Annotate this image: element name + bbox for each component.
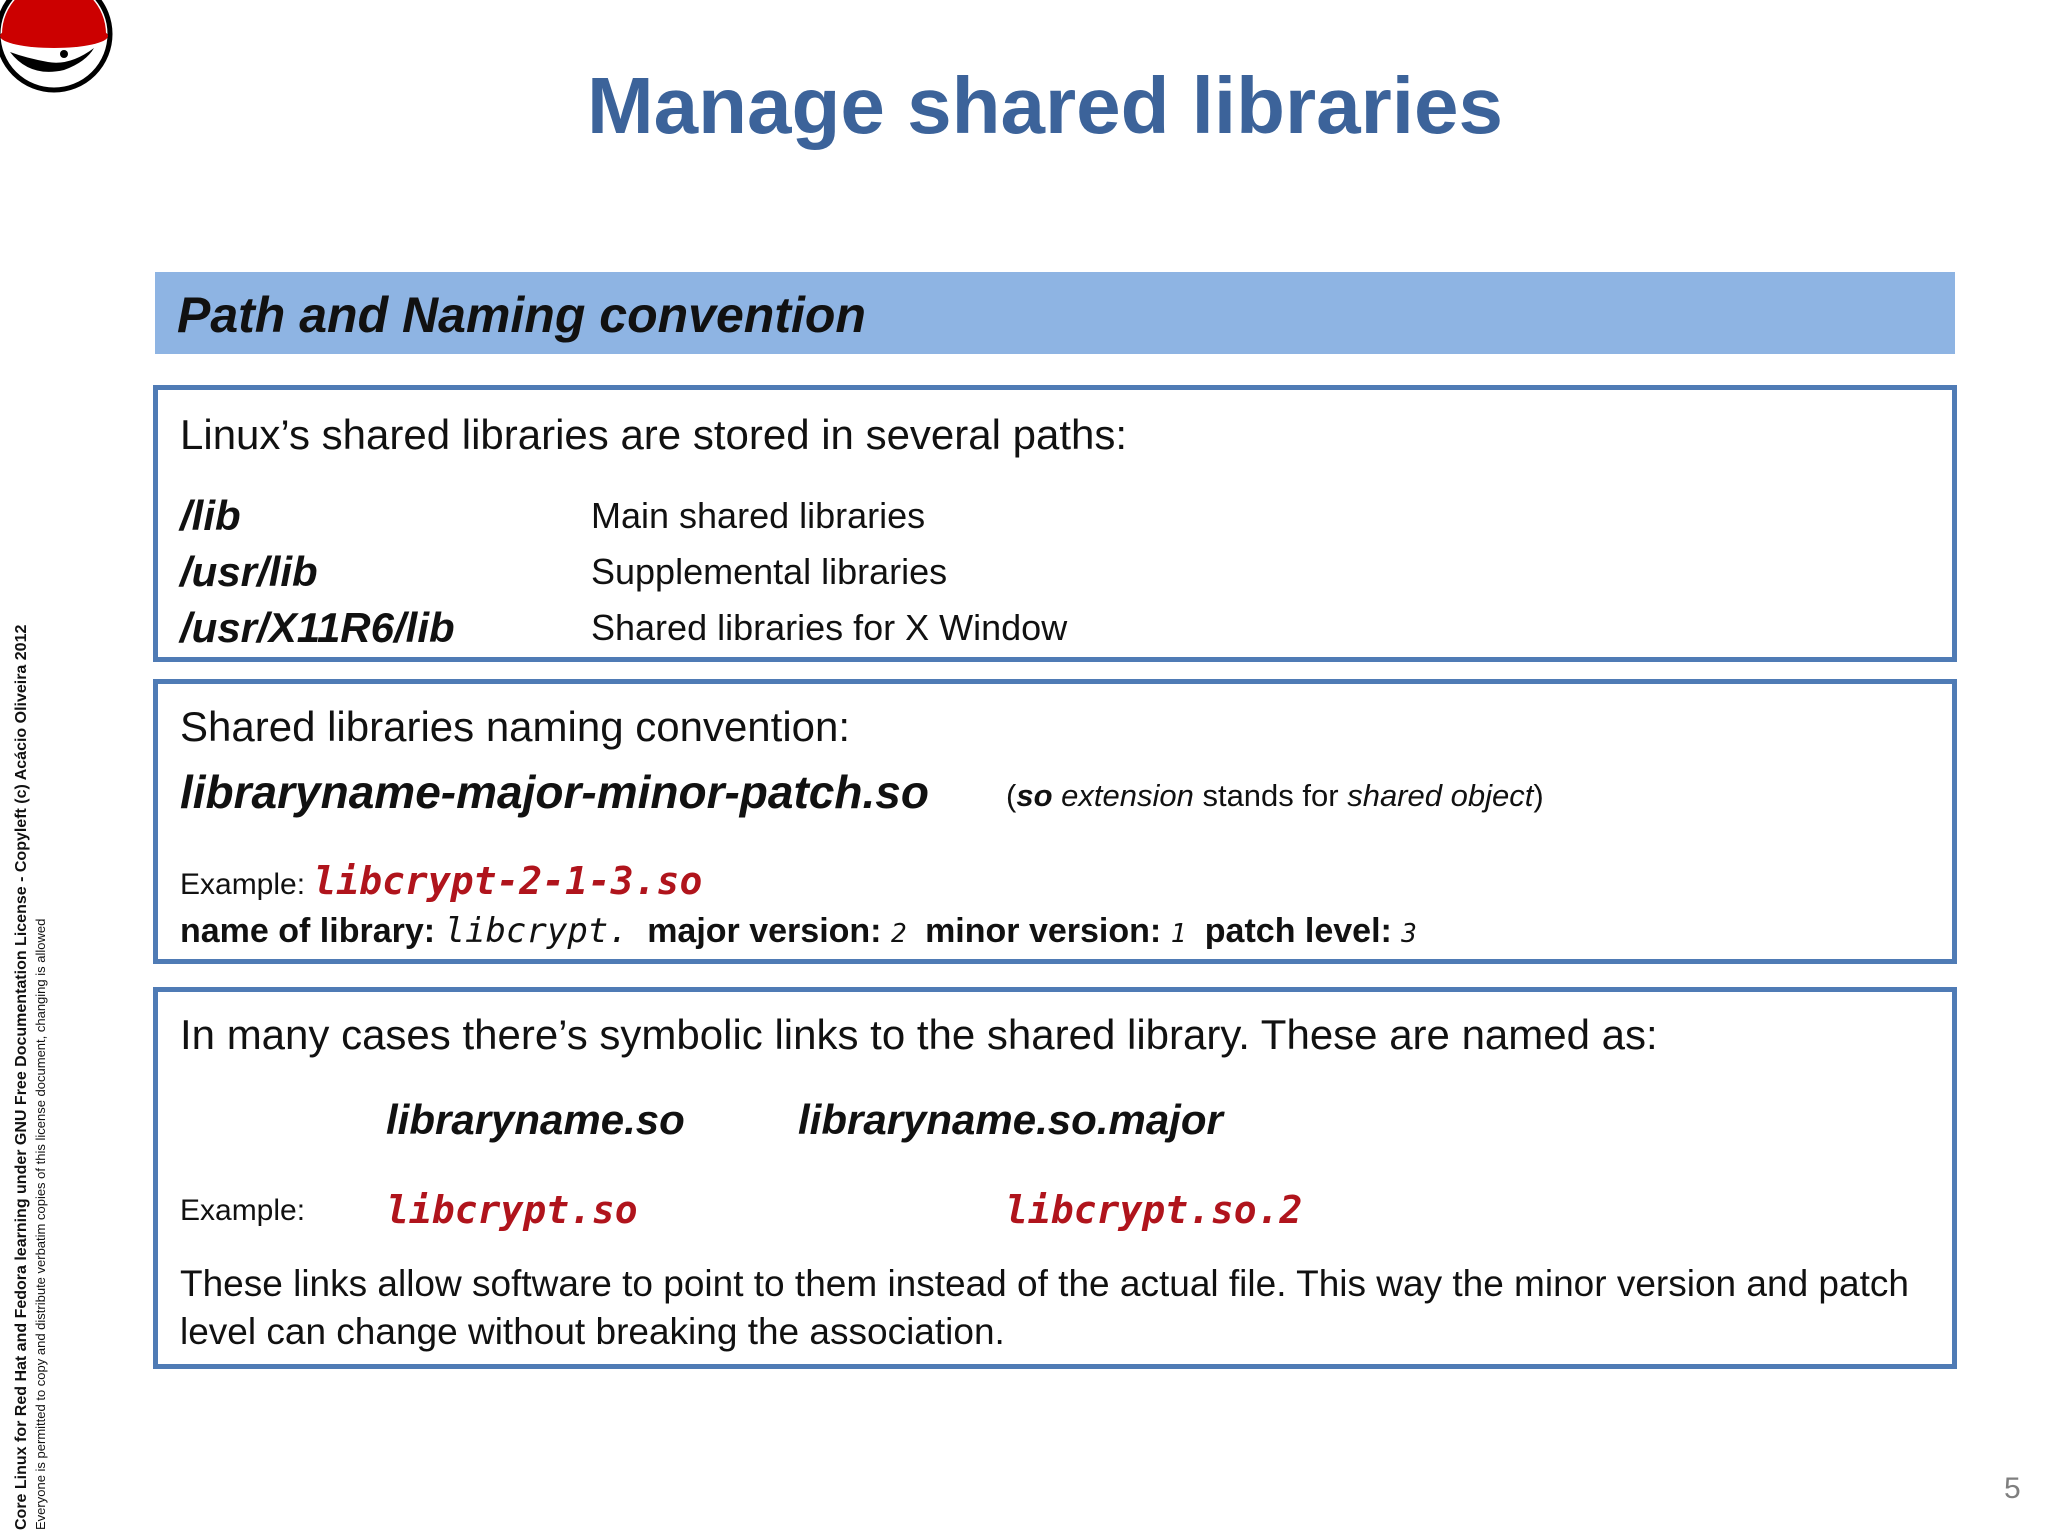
patch-value: 3 <box>1401 919 1417 949</box>
path-description: Supplemental libraries <box>591 551 948 592</box>
note-open: ( <box>1006 778 1017 813</box>
links-example-2: libcrypt.so.2 <box>1005 1188 1303 1232</box>
version-breakdown <box>180 906 1417 963</box>
so-extension-note <box>1006 774 1544 818</box>
major-value: 2 <box>890 919 907 949</box>
name-label: name of library: <box>180 912 445 950</box>
links-outro-line-2: level can change without breaking the association. <box>180 1311 1005 1352</box>
page-number: 5 <box>2004 1472 2021 1505</box>
link-name-so-major: libraryname.so.major <box>798 1096 1223 1143</box>
license-sidebar <box>12 530 49 1530</box>
paths-box <box>153 385 1957 662</box>
section-heading: Path and Naming convention <box>177 287 866 343</box>
naming-pattern: libraryname-major-minor-patch.so <box>180 766 929 818</box>
minor-value: 1 <box>1170 919 1187 949</box>
major-label: major version: <box>647 912 891 950</box>
patch-label: patch level: <box>1204 912 1402 950</box>
links-outro-line-1: These links allow software to point to them instead of the actual file. This way the minor version and patch <box>180 1263 1909 1304</box>
example-value: libcrypt-2-1-3.so <box>313 859 703 903</box>
links-example-1: libcrypt.so <box>386 1188 638 1232</box>
name-value: libcrypt. <box>444 911 629 951</box>
license-line-2: Everyone is permitted to copy and distribute verbatim copies of this license document, changing is allowed <box>33 918 48 1530</box>
naming-box <box>153 679 1957 964</box>
links-intro: In many cases there’s symbolic links to the shared library. These are named as: <box>180 1011 1658 1058</box>
note-stands: stands for <box>1193 778 1348 813</box>
links-example-label: Example: <box>180 1194 306 1227</box>
links-outro <box>180 1260 1909 1356</box>
section-banner <box>155 272 1955 354</box>
note-extension: extension <box>1052 778 1194 813</box>
minor-label: minor version: <box>925 912 1171 950</box>
link-name-so: libraryname.so <box>386 1096 685 1143</box>
path-item: /lib <box>180 492 241 539</box>
page-title: Manage shared libraries <box>587 61 1503 150</box>
naming-intro: Shared libraries naming convention: <box>180 703 851 750</box>
path-description: Shared libraries for X Window <box>591 607 1068 648</box>
path-item: /usr/lib <box>180 548 318 595</box>
note-close: ) <box>1533 778 1544 813</box>
links-box <box>153 987 1957 1369</box>
path-item: /usr/X11R6/lib <box>180 604 455 651</box>
note-shared-object: shared object <box>1347 778 1534 813</box>
example-label: Example: <box>180 868 314 901</box>
note-so: so <box>1016 778 1053 813</box>
paths-intro: Linux’s shared libraries are stored in several paths: <box>180 411 1128 458</box>
path-description: Main shared libraries <box>591 495 926 536</box>
license-line-1: Core Linux for Red Hat and Fedora learning under GNU Free Documentation License - Copyleft (c) Acácio Oliveira 2012 <box>13 624 30 1530</box>
